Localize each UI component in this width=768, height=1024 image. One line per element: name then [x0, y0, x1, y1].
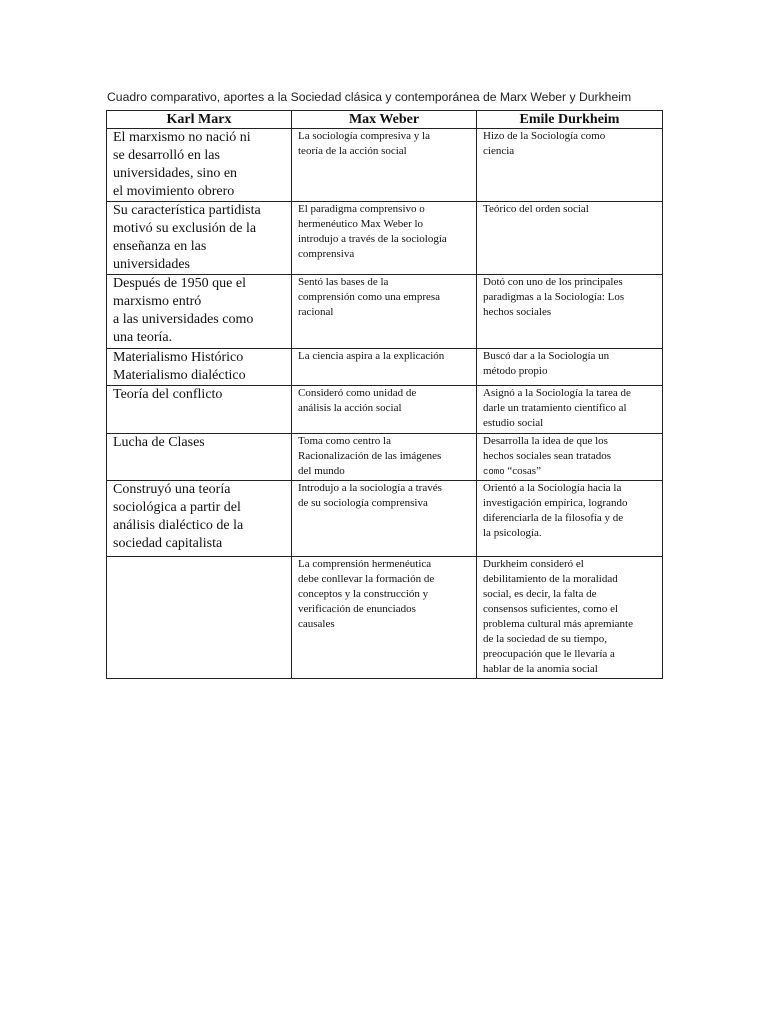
table-row: [107, 202, 663, 275]
cell-line: sociológica a partir del: [113, 500, 241, 515]
cell-line: Dotó con uno de los principales: [483, 276, 623, 288]
cell-line: El marxismo no nació ni: [113, 130, 251, 145]
cell-line: introdujo a través de la sociología: [298, 233, 447, 245]
cell-line: conceptos y la construcción y: [298, 588, 429, 600]
cell-marx: [107, 557, 292, 679]
cell-line: ciencia: [483, 145, 515, 157]
cell-line: consensos suficientes, como el: [483, 603, 619, 615]
cell-line: debilitamiento de la moralidad: [483, 573, 618, 585]
header-karl-marx: Karl Marx: [107, 111, 292, 129]
table-row: [107, 557, 663, 679]
cell-durkheim: [477, 434, 663, 481]
cell-marx: [107, 481, 292, 557]
cell-line: Introdujo a la sociología a través: [298, 482, 442, 494]
cell-durkheim: [477, 557, 663, 679]
cell-line: universidades: [113, 257, 190, 272]
cell-line: comprensión como una empresa: [298, 291, 441, 303]
cell-line: diferenciarla de la filosofía y de: [483, 512, 624, 524]
cell-line: paradigmas a la Sociología: Los: [483, 291, 625, 303]
cell-durkheim: [477, 129, 663, 202]
cell-line: comprensiva: [298, 248, 355, 260]
cell-line: Durkheim consideró el: [483, 558, 584, 570]
cell-line: enseñanza en las: [113, 239, 207, 254]
cell-line: El paradigma comprensivo o: [298, 203, 425, 215]
table-row: [107, 349, 663, 386]
table-row: [107, 434, 663, 481]
cell-line: [483, 464, 656, 480]
cell-line: Sentó las bases de la: [298, 276, 389, 288]
cell-marx: [107, 386, 292, 434]
cell-line: Materialismo dialéctico: [113, 368, 246, 383]
cell-line: estudio social: [483, 417, 544, 429]
cell-line: racional: [298, 306, 334, 318]
cell-line: de su sociología comprensiva: [298, 497, 428, 509]
cell-line: darle un tratamiento científico al: [483, 402, 627, 414]
cell-line: Toma como centro la: [298, 435, 392, 447]
cell-line: método propio: [483, 365, 548, 377]
table-row: [107, 481, 663, 557]
cell-weber: [292, 129, 477, 202]
cell-line: Teoría del conflicto: [113, 387, 223, 402]
cell-weber: [292, 557, 477, 679]
cell-line: Lucha de Clases: [113, 435, 205, 450]
cell-line: motivó su exclusión de la: [113, 221, 257, 236]
cell-line: Después de 1950 que el: [113, 276, 246, 291]
table-row: [107, 386, 663, 434]
cell-marx: [107, 129, 292, 202]
cell-line: sociedad capitalista: [113, 536, 223, 551]
cell-line: causales: [298, 618, 335, 630]
cell-weber: [292, 275, 477, 349]
cell-line: marxismo entró: [113, 294, 202, 309]
cell-line: del mundo: [298, 465, 345, 477]
cell-weber: [292, 202, 477, 275]
cell-line: verificación de enunciados: [298, 603, 416, 615]
cell-marx: [107, 202, 292, 275]
cell-weber: [292, 349, 477, 386]
cell-line: Consideró como unidad de: [298, 387, 417, 399]
cell-line: Desarrolla la idea de que los: [483, 435, 608, 447]
cell-line: problema cultural más apremiante: [483, 618, 633, 630]
cell-line: la psicología.: [483, 527, 542, 539]
cell-line: universidades, sino en: [113, 166, 238, 181]
cell-line: Buscó dar a la Sociología un: [483, 350, 610, 362]
cell-line: Orientó a la Sociología hacia la: [483, 482, 622, 494]
cell-line: de la sociedad de su tiempo,: [483, 633, 608, 645]
cell-marx: [107, 275, 292, 349]
cell-line: hermenéutico Max Weber lo: [298, 218, 424, 230]
cell-line: Asignó a la Sociología la tarea de: [483, 387, 631, 399]
cell-line: hechos sociales: [483, 306, 552, 318]
cell-durkheim: [477, 202, 663, 275]
document-caption: Cuadro comparativo, aportes a la Sociedad clásica y contemporánea de Marx Weber y Durkheim: [107, 90, 632, 104]
cell-line: social, es decir, la falta de: [483, 588, 597, 600]
cell-line: análisis la acción social: [298, 402, 402, 414]
cell-line: preocupación que le llevaría a: [483, 648, 615, 660]
cell-durkheim: [477, 349, 663, 386]
cell-line-prefix: como: [483, 467, 505, 477]
cell-durkheim: [477, 275, 663, 349]
cell-line: La comprensión hermenéutica: [298, 558, 432, 570]
cell-weber: [292, 386, 477, 434]
cell-line: Racionalización de las imágenes: [298, 450, 442, 462]
table-row: [107, 129, 663, 202]
header-emile-durkheim: Emile Durkheim: [477, 111, 663, 129]
table-row: [107, 275, 663, 349]
cell-line: hablar de la anomia social: [483, 663, 598, 675]
cell-line: Teórico del orden social: [483, 203, 589, 215]
cell-line: Hizo de la Sociología como: [483, 130, 606, 142]
cell-line: análisis dialéctico de la: [113, 518, 244, 533]
cell-line: Materialismo Histórico: [113, 350, 244, 365]
cell-line: teoría de la acción social: [298, 145, 407, 157]
cell-line: debe conllevar la formación de: [298, 573, 435, 585]
cell-marx: [107, 349, 292, 386]
cell-line: hechos sociales sean tratados: [483, 450, 611, 462]
cell-line: Construyó una teoría: [113, 482, 231, 497]
table-body: [107, 129, 663, 679]
cell-line-quoted: “cosas”: [507, 465, 541, 477]
cell-line: una teoría.: [113, 330, 173, 345]
cell-line: a las universidades como: [113, 312, 254, 327]
header-max-weber: Max Weber: [292, 111, 477, 129]
cell-durkheim: [477, 386, 663, 434]
cell-weber: [292, 434, 477, 481]
cell-line: La ciencia aspira a la explicación: [298, 350, 445, 362]
cell-line: Su característica partidista: [113, 203, 261, 218]
cell-line: se desarrolló en las: [113, 148, 220, 163]
cell-marx: [107, 434, 292, 481]
header-row: [107, 111, 663, 129]
cell-weber: [292, 481, 477, 557]
cell-line: La sociología compresiva y la: [298, 130, 430, 142]
cell-line: el movimiento obrero: [113, 184, 235, 199]
cell-durkheim: [477, 481, 663, 557]
comparison-table: [106, 110, 663, 679]
cell-line: investigación empírica, logrando: [483, 497, 628, 509]
